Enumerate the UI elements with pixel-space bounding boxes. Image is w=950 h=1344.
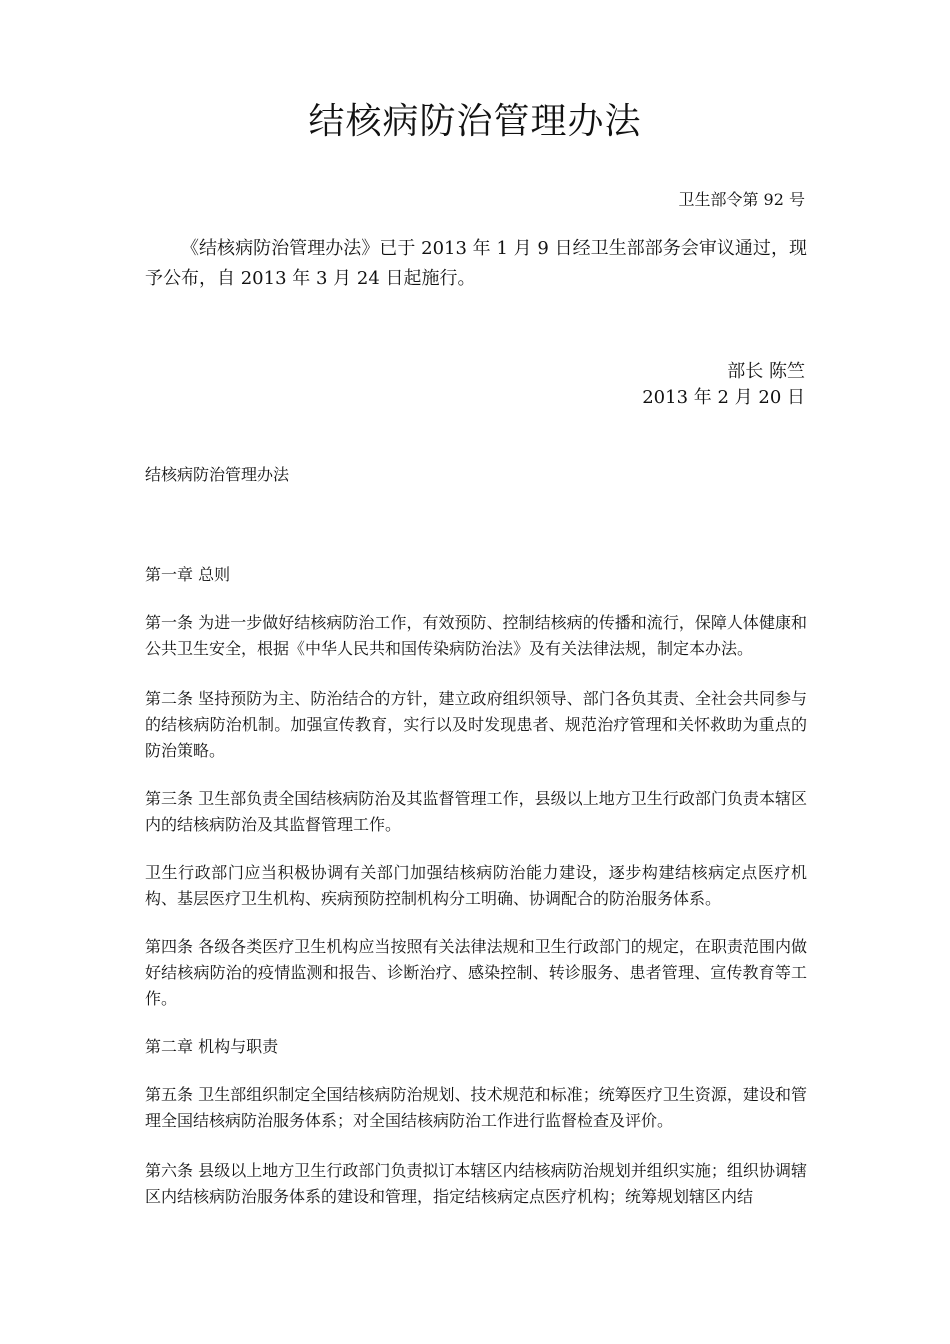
article-6: 第六条 县级以上地方卫生行政部门负责拟订本辖区内结核病防治规划并组织实施；组织协调辖区内结核病防治服务体系的建设和管理，指定结核病定点医疗机构；统筹规划辖区内结 [145, 1161, 807, 1206]
document-title: 结核病防治管理办法 [308, 101, 642, 142]
article-2: 第二条 坚持预防为主、防治结合的方针，建立政府组织领导、部门各负其责、全社会共同参与的结核病防治机制。加强宣传教育，实行以及时发现患者、规范治疗管理和关怀救助为重点的防治策略。 [145, 689, 807, 760]
chapter-heading-1: 第一章 总则 [145, 565, 231, 584]
order-number: 卫生部令第 92 号 [678, 190, 805, 209]
article-4: 第四条 各级各类医疗卫生机构应当按照有关法律法规和卫生行政部门的规定，在职责范围内做好结核病防治的疫情监测和报告、诊断治疗、感染控制、转诊服务、患者管理、宣传教育等工作。 [145, 937, 807, 1008]
announcement-paragraph: 《结核病防治管理办法》已于 2013 年 1 月 9 日经卫生部部务会审议通过，现予公布，自 2013 年 3 月 24 日起施行。 [145, 238, 807, 289]
article-5: 第五条 卫生部组织制定全国结核病防治规划、技术规范和标准；统筹医疗卫生资源，建设和管理全国结核病防治服务体系；对全国结核病防治工作进行监督检查及评价。 [145, 1085, 807, 1130]
article-1: 第一条 为进一步做好结核病防治工作，有效预防、控制结核病的传播和流行，保障人体健康和公共卫生安全，根据《中华人民共和国传染病防治法》及有关法律法规，制定本办法。 [145, 613, 807, 658]
article-3-paragraph-2: 卫生行政部门应当积极协调有关部门加强结核病防治能力建设，逐步构建结核病定点医疗机构、基层医疗卫生机构、疾病预防控制机构分工明确、协调配合的防治服务体系。 [145, 863, 807, 908]
sign-date: 2013 年 2 月 20 日 [642, 387, 805, 408]
signer: 部长 陈竺 [727, 361, 805, 382]
article-3: 第三条 卫生部负责全国结核病防治及其监督管理工作，县级以上地方卫生行政部门负责本辖区内的结核病防治及其监督管理工作。 [145, 789, 807, 834]
chapter-heading-2: 第二章 机构与职责 [145, 1037, 279, 1056]
document-subtitle: 结核病防治管理办法 [145, 465, 290, 484]
